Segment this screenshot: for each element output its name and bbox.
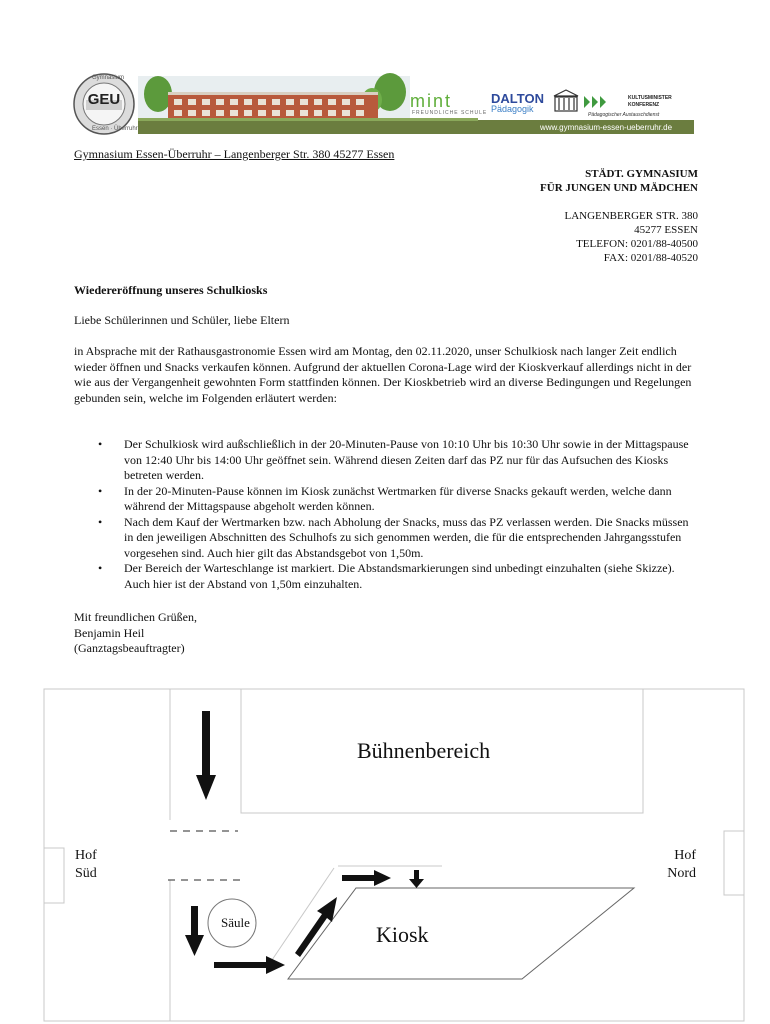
school-city: 45277 ESSEN xyxy=(634,224,698,236)
school-name-block xyxy=(540,167,698,195)
dalton-logo-subtitle: Pädagogik xyxy=(491,104,534,114)
signer-name: Benjamin Heil xyxy=(74,625,145,640)
seal-top-text: Gymnasium xyxy=(92,75,125,81)
signer-role: (Ganztagsbeauftragter) xyxy=(74,641,185,655)
seal-monogram: GEU xyxy=(87,91,121,108)
list-item: • Der Bereich der Warteschlange ist markiert. Die Abstandsmarkierungen sind unbedingt einzuhalten (siehe Skizze). Auch hier ist der Abstand von 1,50m einzuhalten. xyxy=(74,561,698,592)
school-name-line1: STÄDT. GYMNASIUM xyxy=(585,168,698,180)
stage-label: Bühnenbereich xyxy=(357,738,491,763)
kmk-logo-line3: Pädagogischer Austauschdienst xyxy=(588,112,660,118)
school-fax: FAX: 0201/88-40520 xyxy=(603,252,698,264)
sender-address-line: Gymnasium Essen-Überruhr – Langenberger Str. 380 45277 Essen xyxy=(74,147,395,161)
pillar-label: Säule xyxy=(221,915,250,930)
arrow-down-entry xyxy=(196,711,216,800)
kiosk-counter xyxy=(288,888,634,979)
closing-greeting: Mit freundlichen Grüßen, xyxy=(74,610,197,624)
kmk-logo-line2: KONFERENZ xyxy=(628,102,660,108)
dalton-logo: DALTON xyxy=(491,91,544,106)
school-address-block xyxy=(564,209,698,265)
kmk-logo-line1: KULTUSMINISTER xyxy=(628,95,672,101)
seal-bottom-text: Essen · Überruhr xyxy=(92,126,138,132)
arrow-down-queue xyxy=(185,906,204,956)
letter-closing xyxy=(74,610,197,657)
north-door xyxy=(724,831,744,895)
school-phone: TELEFON: 0201/88-40500 xyxy=(576,238,698,250)
letter-salutation: Liebe Schülerinnen und Schüler, liebe Eltern xyxy=(74,313,290,327)
letter-intro-paragraph: in Absprache mit der Rathausgastronomie Essen wird am Montag, den 02.11.2020, unser Schulkiosk nach langer Zeit endlich wieder öffnen und Snacks verkaufen können. Aufgrund der aktuellen Corona-Lage wird der Kioskverkauf allerdings nicht in der wie aus der Vergangenheit gewohnten Form stattfinden können. Der Kioskbetrieb wird an diverse Bedingungen und Regelungen gebunden sein, welche im Folgenden erläutert werden: xyxy=(74,344,692,405)
school-street: LANGENBERGER STR. 380 xyxy=(564,210,698,222)
mint-logo: mint xyxy=(410,91,453,111)
arrow-down-top xyxy=(409,870,424,888)
school-website-url: www.gymnasium-essen-ueberruhr.de xyxy=(540,123,673,132)
queue-bound-diagonal xyxy=(272,868,334,960)
south-door xyxy=(44,848,64,903)
arrow-right-queue xyxy=(214,956,285,974)
north-yard-label: Hof xyxy=(674,848,696,863)
arrow-up-right-queue xyxy=(295,897,337,957)
mint-logo-subtitle: FREUNDLICHE SCHULE xyxy=(412,110,488,116)
north-yard-label-2: Nord xyxy=(667,866,696,881)
list-item: • Der Schulkiosk wird außschließlich in der 20-Minuten-Pause von 10:10 Uhr bis 10:30 Uhr sowie in der Mittagspause von 12:40 Uhr bis 14:00 Uhr geöffnet sein. Während diesen Zeiten darf das PZ nur für das Aufsuchen des Kiosks betreten werden. xyxy=(74,437,698,484)
south-yard-label: Hof xyxy=(75,848,97,863)
kiosk-label: Kiosk xyxy=(376,922,429,947)
list-item: • Nach dem Kauf der Wertmarken bzw. nach Abholung der Snacks, muss das PZ verlassen werden. Die Snacks müssen in den jeweiligen Abschnitten des Schulhofs zu sich genommen werden, die für die entsprechenden Jahrgangsstufen vorgesehen sind. Auch hier gilt das Abstandsgebot von 1,50m. xyxy=(74,515,698,562)
south-yard-label-2: Süd xyxy=(75,866,97,881)
school-name-line2: FÜR JUNGEN UND MÄDCHEN xyxy=(540,182,698,194)
list-item: • In der 20-Minuten-Pause können im Kiosk zunächst Wertmarken für diverse Snacks gekauft werden, welche dann während der Mittagspause abgeholt werden können. xyxy=(74,484,698,515)
arrow-right-top xyxy=(342,870,391,886)
rules-list xyxy=(74,437,698,592)
letter-subject: Wiedereröffnung unseres Schulkiosks xyxy=(74,283,268,297)
